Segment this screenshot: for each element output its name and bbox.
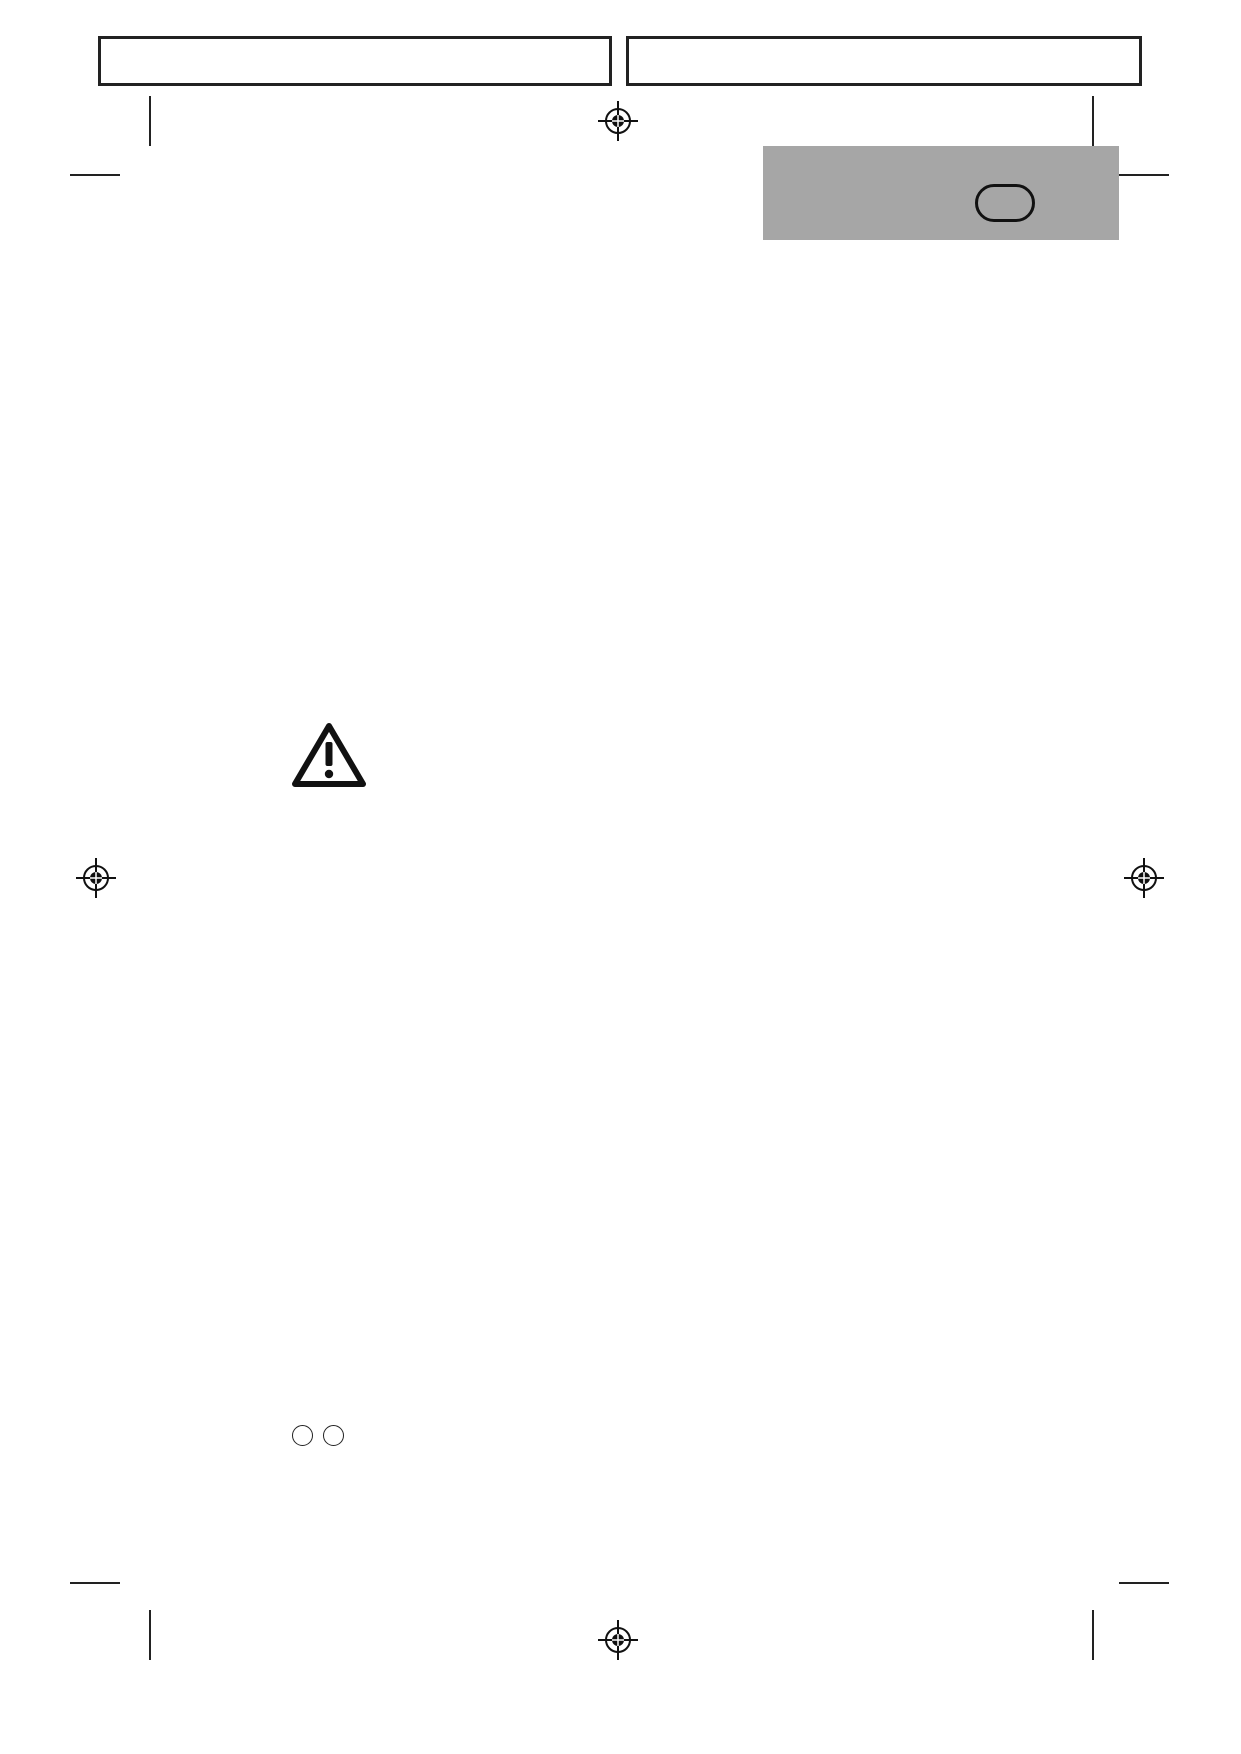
- registration-mark-icon: [598, 101, 638, 141]
- crop-mark: [70, 174, 120, 176]
- filter-paragraph: [290, 1425, 1050, 1455]
- part-ref-icon: [292, 1425, 313, 1446]
- crop-mark: [149, 96, 151, 146]
- language-badge: [975, 184, 1035, 222]
- intended-use-bullet: [290, 612, 1060, 666]
- warning-icon: [292, 722, 366, 788]
- crop-mark: [1092, 1610, 1094, 1660]
- crop-mark: [1119, 174, 1169, 176]
- intended-use-bullet: [290, 665, 1060, 719]
- registration-mark-icon: [1124, 858, 1164, 898]
- process-color-bar: [626, 36, 1142, 86]
- crop-mark: [1092, 96, 1094, 146]
- crop-mark: [1119, 1582, 1169, 1584]
- part-ref-icon: [323, 1425, 344, 1446]
- crop-mark: [149, 1610, 151, 1660]
- language-tab: [763, 146, 1119, 240]
- registration-mark-icon: [76, 858, 116, 898]
- intended-use-bullet: [290, 559, 1060, 613]
- crop-mark: [70, 1582, 120, 1584]
- registration-mark-icon: [598, 1620, 638, 1660]
- grayscale-color-bar: [98, 36, 612, 86]
